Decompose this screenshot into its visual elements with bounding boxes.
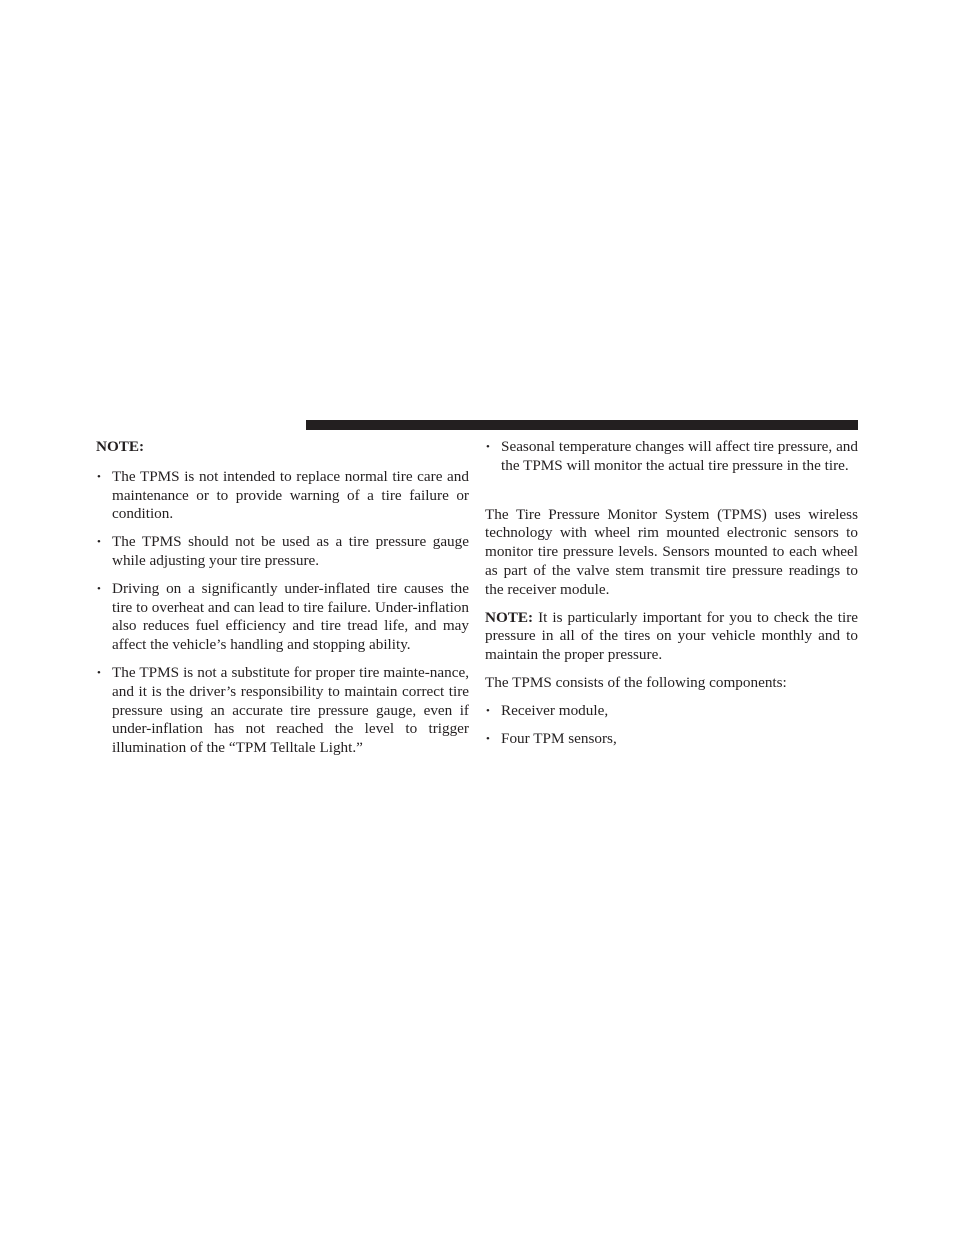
bullet-icon: •: [486, 441, 490, 453]
seasonal-bullet-list: [485, 438, 858, 476]
left-column: [96, 438, 469, 767]
components-list: [485, 702, 858, 749]
bullet-icon: •: [486, 704, 490, 717]
list-item: • The TPMS is not a substitute for proper tire mainte-nance, and it is the driver’s responsibility to maintain correct tire pressure using an accurate tire pressure gauge, even if under-inflation has not reached the level to trigger illumination of the “TPM Telltale Light.”: [97, 663, 469, 757]
bullet-icon: •: [486, 732, 490, 745]
list-item: • The TPMS should not be used as a tire pressure gauge while adjusting your tire pressure.: [97, 533, 469, 569]
list-item: • Four TPM sensors,: [486, 729, 617, 747]
bullet-icon: •: [97, 666, 101, 679]
bullet-icon: •: [97, 582, 101, 595]
note-label: NOTE:: [485, 608, 534, 626]
note-heading: NOTE:: [96, 438, 145, 455]
list-item: • Receiver module,: [486, 701, 609, 719]
bullet-icon: •: [97, 536, 101, 549]
list-item: • Seasonal temperature changes will affect tire pressure, and the TPMS will monitor the actual tire pressure in the tire.: [486, 438, 858, 474]
tpms-intro-paragraph: The Tire Pressure Monitor System (TPMS) uses wireless technology with wheel rim mounted electronic sensors to monitor tire pressure levels. Sensors mounted to each wheel as part of the valve stem transmit tire pressure readings to the receiver module.: [485, 505, 858, 598]
right-column: [485, 438, 858, 757]
section-header-bar: [306, 420, 858, 430]
note-bullet-list: [96, 468, 469, 758]
bullet-icon: •: [97, 470, 101, 483]
components-lead: The TPMS consists of the following components:: [485, 673, 787, 691]
list-item: • The TPMS is not intended to replace normal tire care and maintenance or to provide warning of a tire failure or condition.: [97, 467, 469, 523]
list-item: • Driving on a significantly under-inflated tire causes the tire to overheat and can lead to tire failure. Under-inflation also reduces fuel efficiency and tire tread life, and may affect the vehicle’s handling and stopping ability.: [97, 579, 469, 654]
note-text: It is particularly important for you to check the tire pressure in all of the tires on your vehicle monthly and to maintain the proper pressure.: [485, 608, 858, 664]
note-paragraph: [485, 609, 858, 665]
